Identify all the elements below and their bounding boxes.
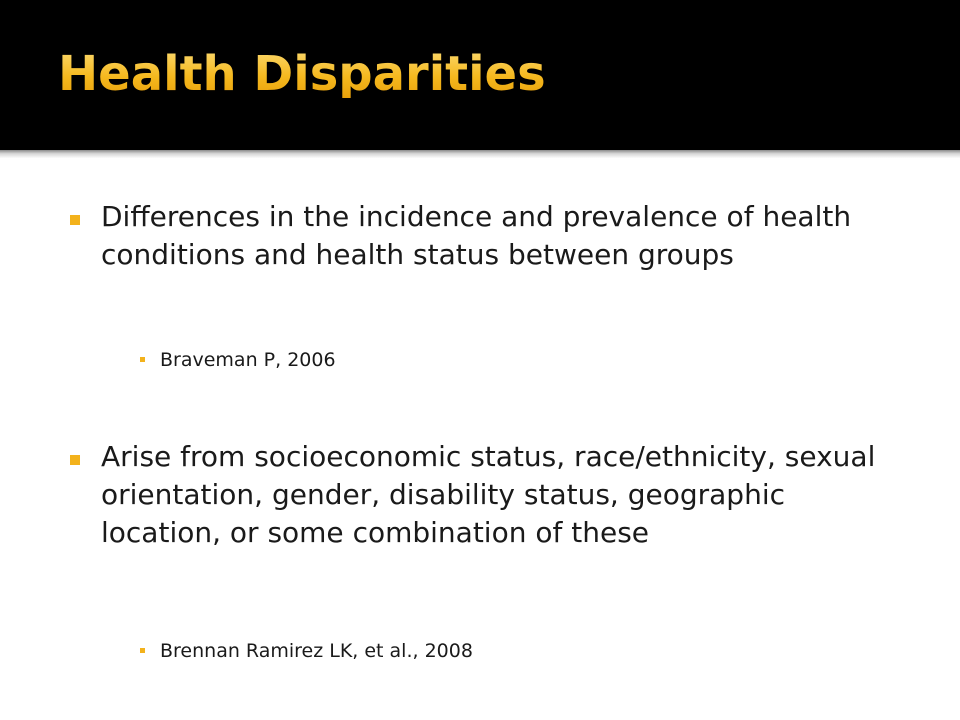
title-band: [0, 0, 960, 150]
square-sub-bullet-icon: [140, 357, 145, 362]
square-bullet-icon: [70, 215, 80, 225]
citation-text: Brennan Ramirez LK, et al., 2008: [160, 640, 473, 662]
slide-title: Health Disparities: [58, 46, 546, 102]
citation-text: Braveman P, 2006: [160, 349, 336, 371]
bullet-text: Differences in the incidence and prevalence of health conditions and health status between groups: [101, 200, 852, 271]
bullet-text: Arise from socioeconomic status, race/ethnicity, sexual orientation, gender, disability status, geographic location, or some combination of these: [101, 440, 876, 549]
square-sub-bullet-icon: [140, 648, 145, 653]
slide-content: [0, 158, 960, 720]
square-bullet-icon: [70, 455, 80, 465]
